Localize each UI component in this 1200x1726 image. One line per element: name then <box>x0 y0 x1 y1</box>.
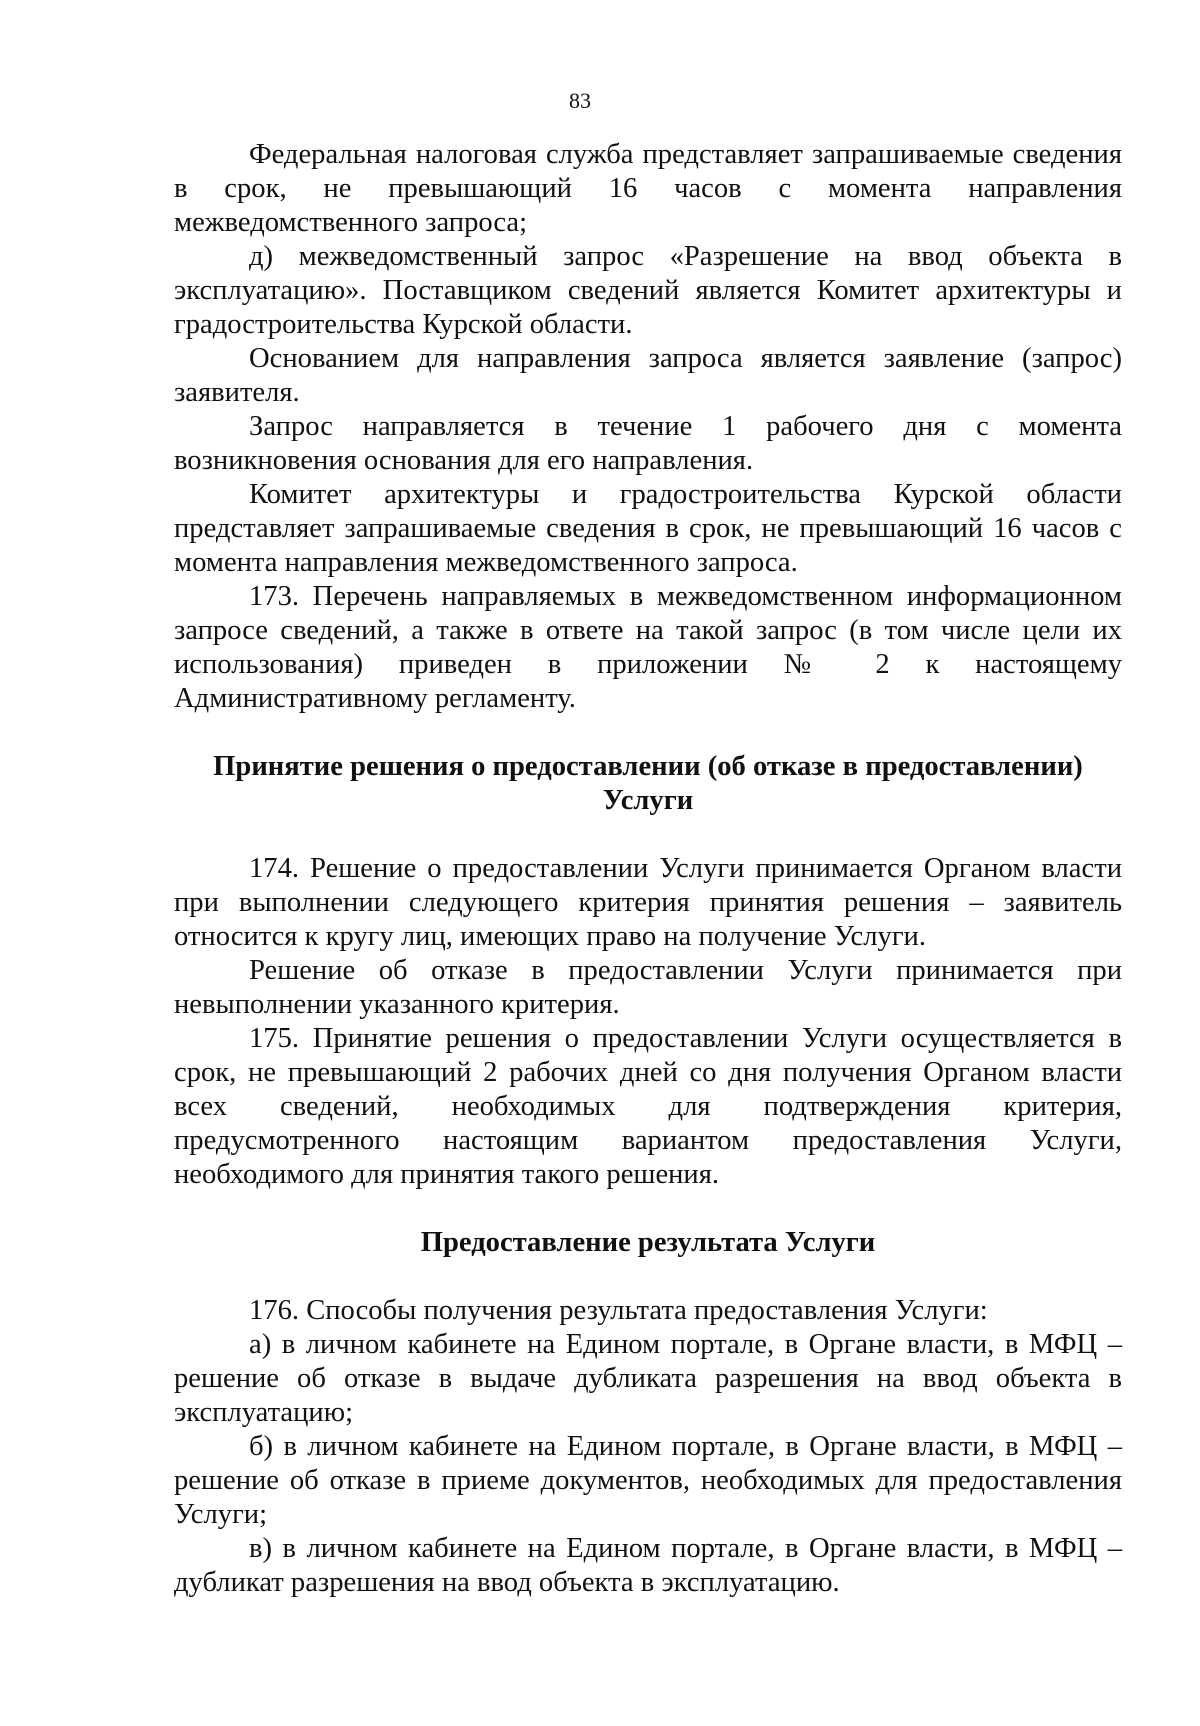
page-number: 83 <box>569 88 591 113</box>
document-body <box>174 138 1122 1600</box>
paragraph: 174. Решение о предоставлении Услуги принимается Органом власти при выполнении следующего критерия принятия решения – заявитель относится к кругу лиц, имеющих право на получение Услуги. <box>174 853 1122 952</box>
paragraph: Запрос направляется в течение 1 рабочего дня с момента возникновения основания для его направления. <box>174 411 1122 476</box>
paragraph: а) в личном кабинете на Едином портале, в Органе власти, в МФЦ – решение об отказе в выдаче дубликата разрешения на ввод объекта в эксплуатацию; <box>174 1329 1122 1428</box>
paragraph: 176. Способы получения результата предоставления Услуги: <box>249 1295 988 1326</box>
section-heading-result: Предоставление результата Услуги <box>420 1227 876 1258</box>
section-heading-decision: Принятие решения о предоставлении (об отказе в предоставлении) Услуги <box>213 751 1083 816</box>
paragraph: в) в личном кабинете на Едином портале, в Органе власти, в МФЦ – дубликат разрешения на ввод объекта в эксплуатацию. <box>174 1533 1122 1598</box>
paragraph: Основанием для направления запроса является заявление (запрос) заявителя. <box>174 343 1122 408</box>
paragraph: д) межведомственный запрос «Разрешение на ввод объекта в эксплуатацию». Поставщиком сведений является Комитет архитектуры и градостроительства Курской области. <box>174 241 1122 340</box>
paragraph: Федеральная налоговая служба представляет запрашиваемые сведения в срок, не превышающий 16 часов с момента направления межведомственного запроса; <box>174 139 1122 238</box>
paragraph: 173. Перечень направляемых в межведомственном информационном запросе сведений, а также в ответе на такой запрос (в том числе цели их использования) приведен в приложении № 2 к настоящему Административному регламенту. <box>174 581 1122 714</box>
paragraph: 175. Принятие решения о предоставлении Услуги осуществляется в срок, не превышающий 2 рабочих дней со дня получения Органом власти всех сведений, необходимых для подтверждения критерия, предусмотренного настоящим вариантом предоставления Услуги, необходимого для принятия такого решения. <box>174 1023 1122 1190</box>
paragraph: б) в личном кабинете на Едином портале, в Органе власти, в МФЦ – решение об отказе в приеме документов, необходимых для предоставления Услуги; <box>174 1431 1122 1530</box>
paragraph: Комитет архитектуры и градостроительства Курской области представляет запрашиваемые сведения в срок, не превышающий 16 часов с момента направления межведомственного запроса. <box>174 479 1122 578</box>
paragraph: Решение об отказе в предоставлении Услуги принимается при невыполнении указанного критерия. <box>174 955 1122 1020</box>
